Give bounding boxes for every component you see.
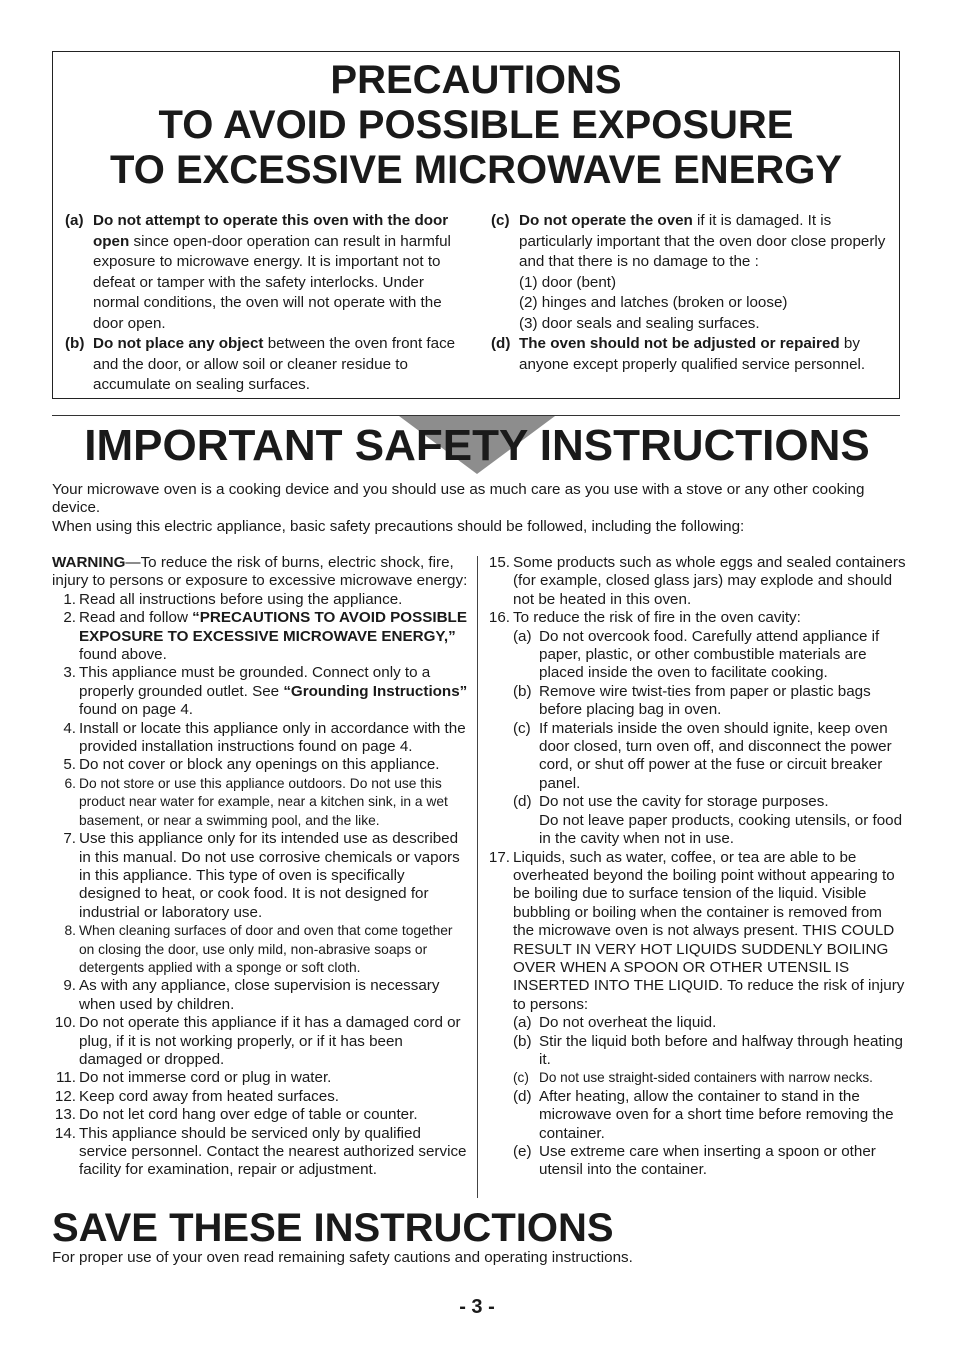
instruction-14-text: This appliance should be serviced only by qualified service personnel. Contact the nearest authorized service facility for examination, repair or adjustment. <box>79 1124 467 1179</box>
precaution-c <box>491 211 891 334</box>
instruction-7-number: 7. <box>63 830 76 848</box>
instruction-14 <box>52 1125 468 1180</box>
instruction-15 <box>486 554 906 609</box>
intro-paragraph-2: When using this electric appliance, basic safety precautions should be followed, including the following: <box>52 517 745 535</box>
precaution-a-text: since open-door operation can result in harmful exposure to microwave energy. It is important not to defeat or tamper with the safety interlocks. Under normal conditions, the oven will not operate with the door open. <box>93 232 451 332</box>
instruction-12-number: 12. <box>54 1087 76 1105</box>
page-number: - 3 - <box>459 1296 495 1318</box>
precaution-a <box>65 211 461 334</box>
instruction-16d-marker: (d) <box>513 793 532 811</box>
instruction-2-number: 2. <box>63 609 76 627</box>
instruction-17b-marker: (b) <box>513 1032 532 1050</box>
instruction-12-text: Keep cord away from heated surfaces. <box>79 1087 340 1105</box>
precaution-d-bold: The oven should not be adjusted or repaired <box>519 335 840 352</box>
precautions-right-column <box>491 211 891 375</box>
precautions-title-line-3: TO EXCESSIVE MICROWAVE ENERGY <box>110 148 842 192</box>
instruction-15-text: Some products such as whole eggs and sealed containers (for example, closed glass jars) may explode and should not be heated in this oven. <box>513 554 906 608</box>
instructions-left-column <box>52 554 468 1180</box>
instruction-17d-marker: (d) <box>513 1087 532 1105</box>
instruction-14-number: 14. <box>54 1124 76 1142</box>
precaution-a-marker: (a) <box>65 212 84 229</box>
instruction-5-text: Do not cover or block any openings on this appliance. <box>79 756 440 774</box>
instruction-10-number: 10. <box>54 1014 76 1032</box>
instruction-17e-marker: (e) <box>513 1143 532 1160</box>
precaution-d-marker: (d) <box>491 335 511 352</box>
precaution-b-bold: Do not place any object <box>93 335 264 352</box>
instruction-13-number: 13. <box>54 1106 76 1124</box>
instruction-17b <box>486 1033 906 1070</box>
precaution-c-sub-1: (1) door (bent) <box>519 273 617 291</box>
precautions-title <box>53 58 899 193</box>
instruction-16b-marker: (b) <box>513 682 532 700</box>
instruction-6-text: Do not store or use this appliance outdoors. Do not use this product near water for example, near a kitchen sink, in a wet basement, or near a swimming pool, and the like. <box>79 775 448 828</box>
instruction-16c-marker: (c) <box>513 719 531 737</box>
instruction-4-text: Install or locate this appliance only in accordance with the provided installation instructions found on page 4. <box>79 719 466 756</box>
instruction-10 <box>52 1014 468 1069</box>
instruction-17b-text: Stir the liquid both before and halfway through heating it. <box>539 1032 903 1068</box>
instruction-13 <box>52 1106 468 1124</box>
instruction-7 <box>52 830 468 922</box>
warning-label: WARNING <box>52 554 126 571</box>
precaution-d-text: by anyone except properly qualified service personnel. <box>519 335 866 373</box>
precaution-c-sub-3: (3) door seals and sealing surfaces. <box>519 314 760 332</box>
instruction-7-text: Use this appliance only for its intended use as described in this manual. Do not use corrosive chemicals or vapors in this appliance. This type of oven is specifically designed to heat, or cook food. It is not designed for industrial or laboratory use. <box>79 830 460 921</box>
instruction-2-bold: “PRECAUTIONS TO AVOID POSSIBLE EXPOSURE TO EXCESSIVE MICROWAVE ENERGY,” <box>79 609 467 645</box>
safety-title: IMPORTANT SAFETY INSTRUCTIONS <box>84 421 870 470</box>
instruction-17a <box>486 1014 906 1032</box>
instruction-3-text-end: found on page 4. <box>79 701 194 719</box>
instruction-17a-text: Do not overheat the liquid. <box>539 1014 717 1032</box>
instruction-17 <box>486 849 906 1015</box>
instruction-6 <box>52 775 468 830</box>
instruction-2 <box>52 609 468 664</box>
instruction-17-text: Liquids, such as water, coffee, or tea are able to be overheated beyond the boiling point without appearing to be boiling due to surface tension of the liquid. Visible bubbling or boiling when the container is removed from the microwave oven is not always present. THIS COULD RESULT IN VERY HOT LIQUIDS SUDDENLY BOILING OVER WHEN A SPOON OR OTHER UTENSIL IS INSERTED INTO THE LIQUID. To reduce the risk of injury to persons: <box>513 848 905 1013</box>
footer-note: For proper use of your oven read remaining safety cautions and operating instructions. <box>52 1249 633 1266</box>
instruction-4-number: 4. <box>63 719 76 737</box>
precautions-title-line-1: PRECAUTIONS <box>330 58 622 102</box>
instruction-2-text: Read and follow <box>79 609 193 627</box>
instruction-17d-text: After heating, allow the container to stand in the microwave oven for a short time before removing the container. <box>539 1087 894 1142</box>
instruction-17c-text: Do not use straight-sided containers with narrow necks. <box>539 1070 873 1086</box>
warning-text: —To reduce the risk of burns, electric shock, fire, injury to persons or exposure to excessive microwave energy: <box>52 554 468 590</box>
instruction-17e <box>486 1143 906 1180</box>
save-instructions-title: SAVE THESE INSTRUCTIONS <box>52 1206 614 1250</box>
instruction-4 <box>52 720 468 757</box>
precautions-title-line-2: TO AVOID POSSIBLE EXPOSURE <box>158 103 794 147</box>
instruction-10-text: Do not operate this appliance if it has a damaged cord or plug, if it is not working properly, or if it has been damaged or dropped. <box>79 1014 461 1068</box>
instruction-17d <box>486 1088 906 1143</box>
instruction-8 <box>52 922 468 977</box>
instruction-16 <box>486 609 906 627</box>
instructions-right-column <box>486 554 906 1180</box>
instruction-5-number: 5. <box>63 756 76 774</box>
intro-text <box>52 481 904 536</box>
instruction-2-text-end: found above. <box>79 646 167 664</box>
instruction-5 <box>52 756 468 774</box>
instruction-6-number: 6. <box>64 775 76 791</box>
instruction-17a-marker: (a) <box>513 1014 532 1032</box>
precaution-a-bold: Do not attempt to operate this oven with the door open <box>93 212 449 250</box>
instruction-12 <box>52 1088 468 1106</box>
instruction-1-number: 1. <box>63 590 76 608</box>
instruction-1 <box>52 591 468 609</box>
instruction-16c <box>486 720 906 794</box>
instruction-16d <box>486 793 906 848</box>
instruction-3-text: This appliance must be grounded. Connect only to a properly grounded outlet. See <box>79 664 431 700</box>
instruction-16b-text: Remove wire twist-ties from paper or plastic bags before placing bag in oven. <box>539 682 871 719</box>
instruction-13-text: Do not let cord hang over edge of table or counter. <box>79 1106 418 1124</box>
intro-paragraph-1: Your microwave oven is a cooking device and you should use as much care as you use with a stove or any other cooking device. <box>52 481 865 517</box>
instruction-11 <box>52 1069 468 1087</box>
instruction-9-number: 9. <box>63 977 76 995</box>
instruction-16c-text: If materials inside the oven should ignite, keep oven door closed, turn oven off, and disconnect the power cord, or shut off power at the fuse or circuit breaker panel. <box>539 719 892 792</box>
precaution-c-text: if it is damaged. It is particularly important that the oven door close properly and that there is no damage to the : <box>519 212 886 270</box>
column-divider <box>477 556 478 1198</box>
warning-paragraph <box>52 554 468 591</box>
instruction-11-text: Do not immerse cord or plug in water. <box>79 1069 332 1087</box>
instruction-17c-marker: (c) <box>513 1070 529 1086</box>
instruction-3 <box>52 664 468 719</box>
instruction-11-number: 11. <box>56 1069 76 1087</box>
instruction-3-number: 3. <box>63 664 76 682</box>
precaution-b-text: between the oven front face and the door, or allow soil or cleaner residue to accumulate on sealing surfaces. <box>93 335 456 393</box>
instruction-9-text: As with any appliance, close supervision is necessary when used by children. <box>79 977 440 1013</box>
instruction-8-number: 8. <box>64 923 76 939</box>
instruction-17c <box>486 1069 906 1087</box>
instruction-16a <box>486 628 906 683</box>
instruction-9 <box>52 977 468 1014</box>
instruction-15-number: 15. <box>488 554 510 571</box>
precaution-b <box>65 334 461 396</box>
instruction-16d-text-2: Do not leave paper products, cooking utensils, or food in the cavity when not in use. <box>539 811 903 848</box>
precaution-b-marker: (b) <box>65 335 85 352</box>
instruction-17e-text: Use extreme care when inserting a spoon or other utensil into the container. <box>539 1143 876 1179</box>
instruction-3-bold: “Grounding Instructions” <box>283 682 468 700</box>
instruction-16-text: To reduce the risk of fire in the oven cavity: <box>513 609 801 627</box>
precautions-box <box>52 51 900 399</box>
instruction-1-text: Read all instructions before using the appliance. <box>79 590 403 608</box>
instruction-17-number: 17. <box>488 848 510 866</box>
precaution-d <box>491 334 891 375</box>
instruction-16b <box>486 683 906 720</box>
instruction-16d-text: Do not use the cavity for storage purposes. <box>539 793 829 811</box>
instruction-8-text: When cleaning surfaces of door and oven that come together on closing the door, use only mild, non-abrasive soaps or detergents applied with a sponge or soft cloth. <box>79 923 453 975</box>
precaution-c-marker: (c) <box>491 212 510 229</box>
instruction-16a-text: Do not overcook food. Carefully attend appliance if paper, plastic, or other combustible materials are placed inside the oven to facilitate cooking. <box>539 627 880 682</box>
instruction-16-number: 16. <box>488 609 510 627</box>
precautions-left-column <box>65 211 461 396</box>
precaution-c-sub-2: (2) hinges and latches (broken or loose) <box>519 294 788 311</box>
precaution-c-bold: Do not operate the oven <box>519 212 693 229</box>
instruction-16a-marker: (a) <box>513 627 532 645</box>
